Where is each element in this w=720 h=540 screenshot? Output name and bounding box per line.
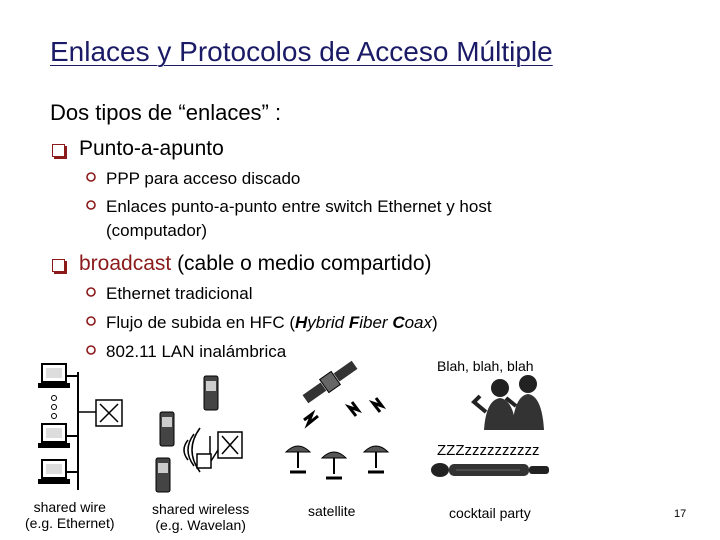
- cocktail-party-diagram: [431, 375, 549, 477]
- page-title: Enlaces y Protocolos de Acceso Múltiple: [50, 36, 553, 67]
- sub-item-hfc: Flujo de subida en HFC (Hybrid Fiber Coax): [86, 311, 438, 335]
- page-number: 17: [674, 508, 687, 520]
- bullet-label: broadcast (cable o medio compartido): [79, 252, 432, 275]
- handheld-icon: [156, 458, 170, 492]
- shared-wireless-diagram: [156, 376, 242, 492]
- shared-wire-diagram: [38, 364, 122, 490]
- handheld-icon: [160, 412, 174, 446]
- satellite-icon: [301, 358, 359, 406]
- sub-item-ppp: PPP para acceso discado: [86, 167, 300, 191]
- snore-text: ZZZzzzzzzzzzz: [437, 442, 540, 459]
- cocktail-party-label: cocktail party: [449, 505, 531, 521]
- sleeping-person-icon: [431, 463, 549, 477]
- bullet-label: Punto-a-apunto: [79, 137, 224, 160]
- sub-item-wlan: 802.11 LAN inalámbrica: [86, 340, 286, 364]
- handheld-icon: [204, 376, 218, 410]
- intro-text: Dos tipos de “enlaces” :: [50, 100, 282, 125]
- satellite-label: satellite: [308, 503, 356, 519]
- sub-item-ethernet: Ethernet tradicional: [86, 282, 252, 306]
- dish-antenna-icon: [364, 446, 388, 472]
- dish-antenna-icon: [322, 452, 346, 478]
- shared-wire-label: shared wire (e.g. Ethernet): [25, 499, 115, 531]
- computer-icon: [38, 424, 78, 448]
- shared-wireless-label: shared wireless (e.g. Wavelan): [152, 501, 250, 533]
- computer-icon: [38, 460, 78, 484]
- dish-antenna-icon: [286, 446, 310, 472]
- computer-icon: [38, 364, 78, 388]
- person-icon: [474, 379, 516, 430]
- satellite-diagram: [286, 358, 388, 478]
- sub-item-point-links: Enlaces punto-a-punto entre switch Ethernet y host (computador): [86, 195, 492, 243]
- speech-bubble-text: Blah, blah, blah: [437, 358, 534, 374]
